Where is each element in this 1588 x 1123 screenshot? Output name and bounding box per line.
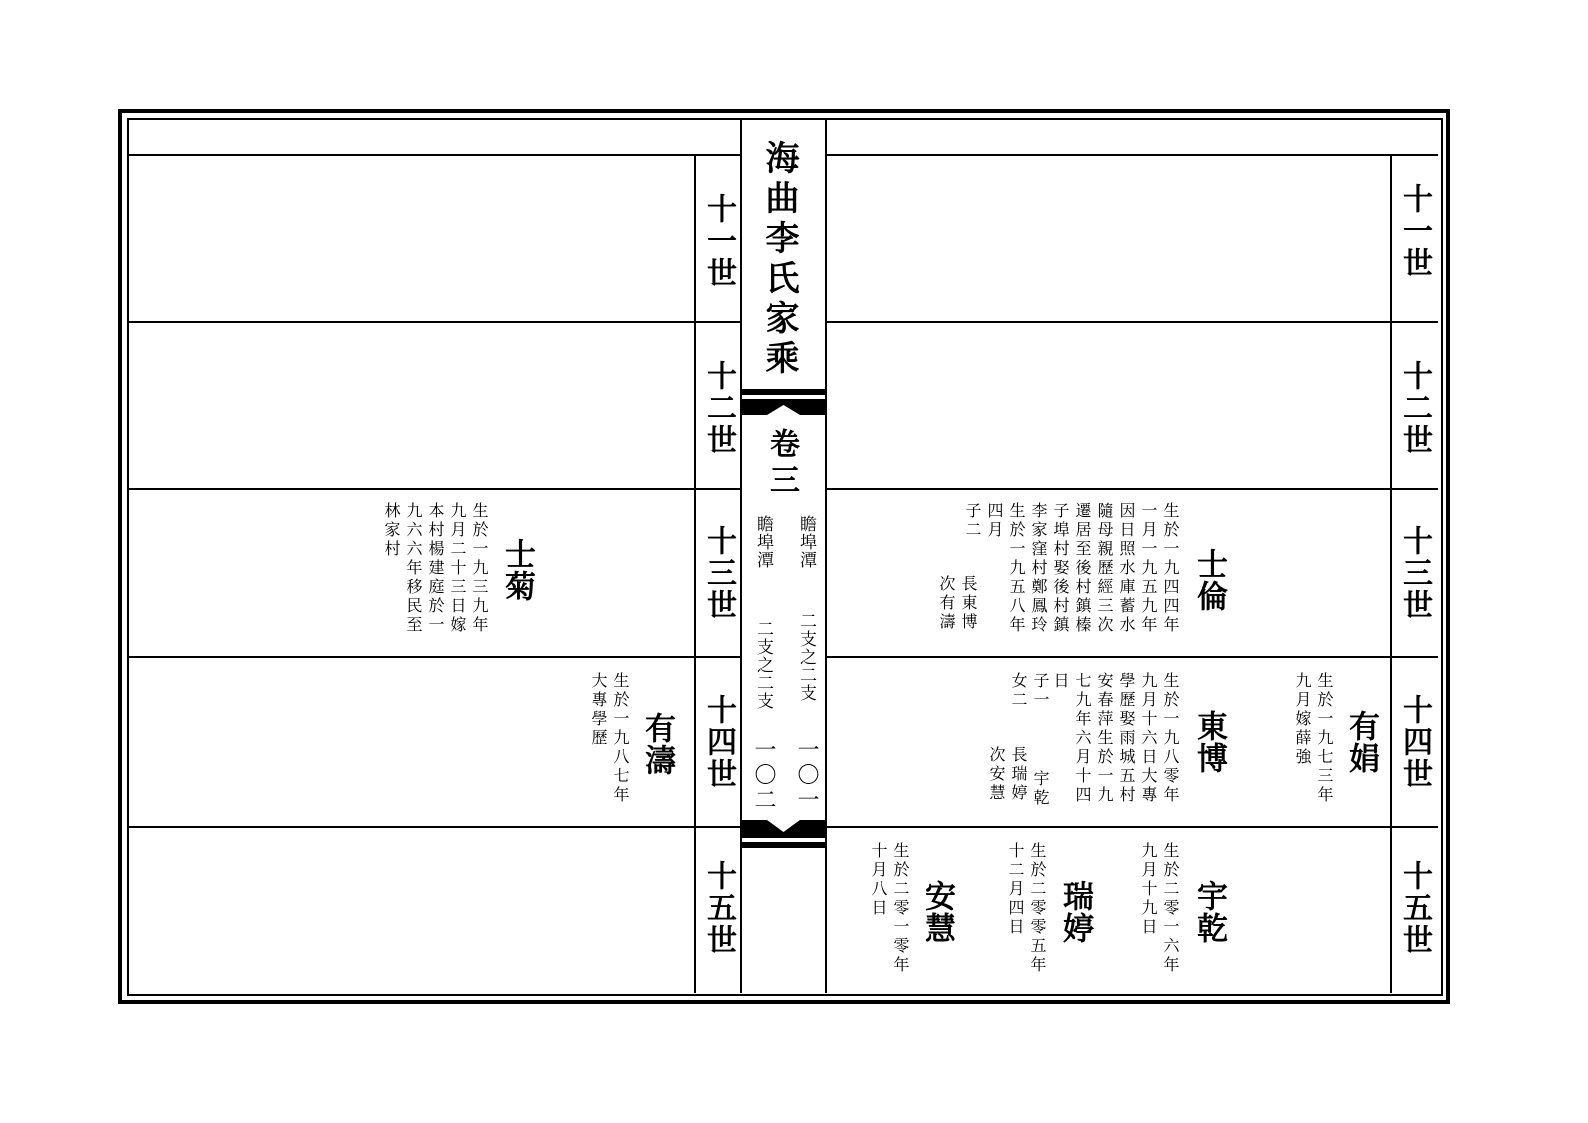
right-generation-12: 十二世 bbox=[1397, 360, 1432, 456]
person-name-youjuan: 有娟 bbox=[1343, 710, 1379, 774]
detail-line: 九月十六日大專 bbox=[1139, 672, 1158, 805]
offspring-names-dongbo bbox=[988, 746, 1048, 808]
spine-border-left bbox=[740, 119, 742, 993]
detail-line: 九月二十三日嫁 bbox=[448, 502, 467, 635]
left-row-line bbox=[129, 488, 740, 490]
detail-line: 生於二零零五年 bbox=[1028, 842, 1047, 975]
daughter-entry: 長瑞婷 bbox=[1009, 746, 1028, 803]
daughters-label: 女二 bbox=[1009, 672, 1028, 710]
detail-line: 九月十九日 bbox=[1139, 842, 1158, 937]
right-generation-11: 十一世 bbox=[1397, 183, 1432, 279]
right-gen-column-border bbox=[1390, 155, 1392, 993]
right-generation-14: 十四世 bbox=[1397, 694, 1432, 790]
detail-line: 生於一九七三年 bbox=[1315, 672, 1334, 805]
detail-line: 十二月四日 bbox=[1006, 842, 1025, 937]
right-row-line bbox=[827, 488, 1438, 490]
detail-line: 十月八日 bbox=[869, 842, 888, 918]
detail-line: 生於一九八七年 bbox=[611, 672, 630, 805]
right-row-line bbox=[827, 826, 1438, 828]
detail-line: 九月嫁薛強 bbox=[1293, 672, 1312, 767]
detail-line: 生於一九五八年 bbox=[1007, 502, 1026, 635]
right-generation-15: 十五世 bbox=[1397, 860, 1432, 956]
detail-line: 安春萍生於一九 bbox=[1095, 672, 1114, 805]
fishtail-top bbox=[742, 389, 825, 419]
right-row-line bbox=[827, 321, 1438, 323]
left-generation-12: 十二世 bbox=[701, 360, 736, 456]
detail-line: 四月 bbox=[985, 502, 1004, 540]
right-row-line bbox=[827, 656, 1438, 658]
detail-line: 本村楊建庭於一 bbox=[426, 502, 445, 635]
person-name-yuqian: 宇乾 bbox=[1191, 880, 1227, 944]
detail-line: 子埠村娶後村鎮 bbox=[1051, 502, 1070, 635]
left-row-line bbox=[129, 826, 740, 828]
children-list-shilun bbox=[938, 575, 976, 632]
detail-line: 生於一九三九年 bbox=[470, 502, 489, 635]
spine-left-branch: 二支之二支 bbox=[753, 620, 773, 710]
detail-line: 大專學歷 bbox=[589, 672, 608, 748]
detail-line: 生於一九四四年 bbox=[1161, 502, 1180, 635]
left-generation-15: 十五世 bbox=[701, 860, 736, 956]
left-header-line bbox=[129, 154, 740, 156]
person-details-dongbo bbox=[1052, 672, 1178, 805]
person-details-anhui bbox=[870, 842, 908, 975]
right-header-line bbox=[827, 154, 1438, 156]
detail-line: 遷居至後村鎮榛 bbox=[1073, 502, 1092, 635]
daughter-entry: 次安慧 bbox=[987, 746, 1006, 803]
left-row-line bbox=[129, 656, 740, 658]
detail-line: 七九年六月十四 bbox=[1073, 672, 1092, 805]
book-title: 海曲李氏家乘 bbox=[759, 140, 799, 380]
left-generation-11: 十一世 bbox=[701, 193, 736, 289]
sons-label: 子一 bbox=[1031, 672, 1050, 710]
spine-right-page-number: 一〇一 bbox=[794, 738, 819, 813]
spine-left-page-number: 一〇二 bbox=[751, 738, 776, 813]
detail-line: 學歷娶雨城五村 bbox=[1117, 672, 1136, 805]
son-entry: 宇乾 bbox=[1031, 770, 1050, 808]
person-details-youjuan bbox=[1294, 672, 1332, 805]
left-row-line bbox=[129, 321, 740, 323]
child-entry: 次有濤 bbox=[937, 575, 956, 632]
detail-line: 一月一九五九年 bbox=[1139, 502, 1158, 635]
person-name-youtao: 有濤 bbox=[639, 712, 675, 776]
detail-line: 隨母親歷經三次 bbox=[1095, 502, 1114, 635]
fishtail-bottom bbox=[742, 818, 825, 848]
detail-line: 生於二零一六年 bbox=[1161, 842, 1180, 975]
offspring-labels-dongbo bbox=[1010, 672, 1048, 710]
person-details-shiju bbox=[383, 502, 487, 635]
person-name-ruiting: 瑞婷 bbox=[1057, 880, 1093, 944]
detail-line: 李家窪村鄭鳳玲 bbox=[1029, 502, 1048, 635]
detail-line: 日 bbox=[1051, 672, 1070, 691]
spine-left-place: 瞻埠潭 bbox=[753, 515, 773, 569]
detail-line: 九六六年移民至 bbox=[404, 502, 423, 635]
detail-line: 生於一九八零年 bbox=[1161, 672, 1180, 805]
person-name-anhui: 安慧 bbox=[919, 880, 955, 944]
person-details-youtao bbox=[590, 672, 628, 805]
person-details-yuqian bbox=[1140, 842, 1178, 975]
left-gen-column-border bbox=[694, 155, 696, 993]
person-details-ruiting bbox=[1007, 842, 1045, 975]
person-name-shiju: 士菊 bbox=[499, 538, 535, 602]
child-entry: 長東博 bbox=[959, 575, 978, 632]
spine-right-place: 瞻埠潭 bbox=[796, 515, 816, 569]
detail-line: 因日照水庫蓄水 bbox=[1117, 502, 1136, 635]
right-generation-13: 十三世 bbox=[1397, 525, 1432, 621]
children-label: 子二 bbox=[963, 502, 982, 540]
left-generation-13: 十三世 bbox=[701, 525, 736, 621]
person-name-shilun: 士倫 bbox=[1191, 548, 1227, 612]
left-generation-14: 十四世 bbox=[701, 694, 736, 790]
volume-label: 卷三 bbox=[764, 428, 799, 500]
detail-line: 生於二零一零年 bbox=[891, 842, 910, 975]
spine-border-right bbox=[825, 119, 827, 993]
detail-line: 林家村 bbox=[382, 502, 401, 559]
person-details-shilun bbox=[964, 502, 1178, 635]
person-name-dongbo: 東博 bbox=[1191, 710, 1227, 774]
spine-right-branch: 二支之二支 bbox=[796, 612, 816, 702]
